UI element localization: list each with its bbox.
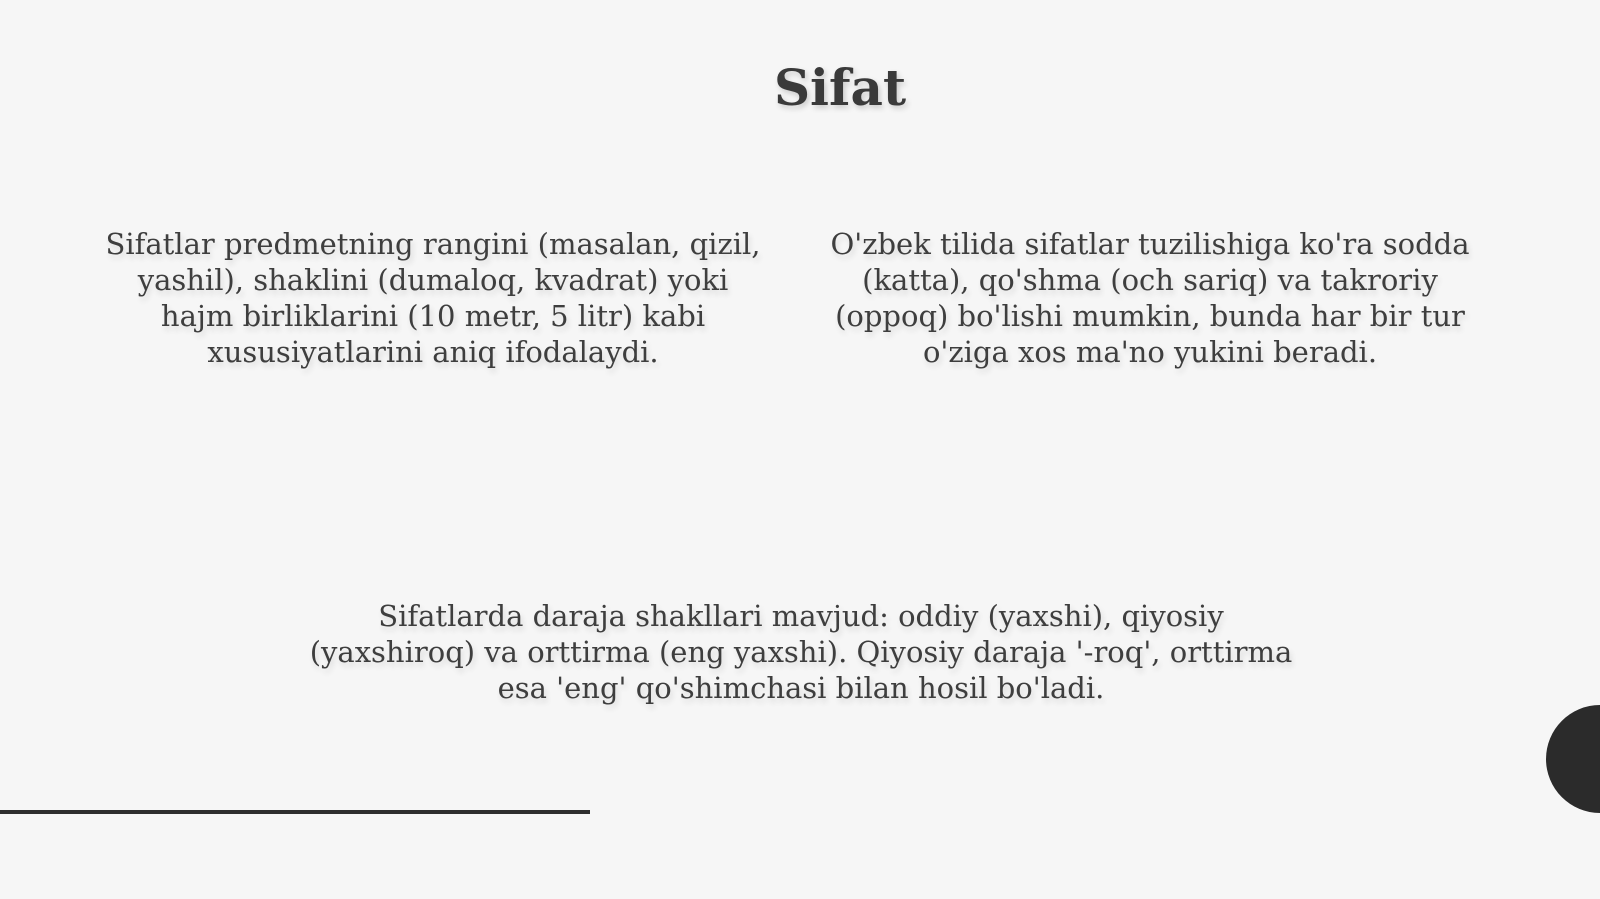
decorative-divider xyxy=(0,810,590,814)
paragraph-bottom: Sifatlarda daraja shakllari mavjud: oddiy (yaxshi), qiyosiy (yaxshiroq) va orttirma (eng yaxshi). Qiyosiy daraja '-roq', orttirma esa 'eng' qo'shimchasi bilan hosil bo'ladi. xyxy=(309,599,1293,705)
paragraph-right: O'zbek tilida sifatlar tuzilishiga ko'ra sodda (katta), qo'shma (och sariq) va takroriy (oppoq) bo'lishi mumkin, bunda har bir tur o'ziga xos ma'no yukini beradi. xyxy=(830,227,1470,369)
decorative-half-circle xyxy=(1546,705,1600,813)
paragraph-left: Sifatlar predmetning rangini (masalan, qizil, yashil), shaklini (dumaloq, kvadrat) yoki hajm birliklarini (10 metr, 5 litr) kabi xususiyatlarini aniq ifodalaydi. xyxy=(105,227,761,369)
slide-title: Sifat xyxy=(773,58,907,117)
